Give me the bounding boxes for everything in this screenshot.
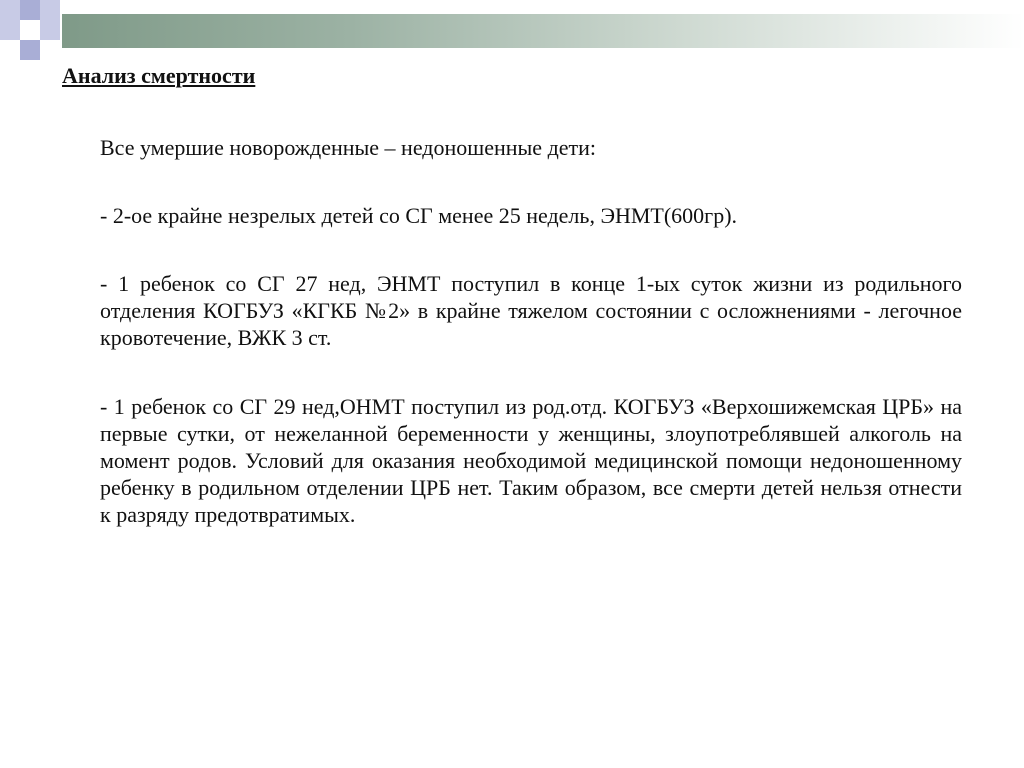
decor-square: [0, 20, 20, 40]
paragraph-item-1: - 2-ое крайне незрелых детей со СГ менее 25 недель, ЭНМТ(600гр).: [100, 203, 738, 228]
decor-square: [40, 20, 60, 40]
paragraph-item-3: - 1 ребенок со СГ 29 нед,ОНМТ поступил из род.отд. КОГБУЗ «Верхошижемская ЦРБ» на первые сутки, от нежеланной беременности у женщины, злоупотреблявшей алкоголь на момент родов. Условий для оказания необходимой медицинской помощи недоношенному ребенку в родильном отделении ЦРБ нет. Таким образом, все смерти детей нельзя отнести к разряду предотвратимых.: [100, 394, 962, 527]
decor-square: [40, 0, 60, 20]
paragraph-intro: Все умершие новорожденные – недоношенные дети:: [100, 135, 597, 160]
decor-square: [0, 0, 20, 20]
decor-square: [20, 40, 40, 60]
slide-title: Анализ смертности: [62, 63, 256, 88]
gradient-band: [62, 14, 1024, 48]
decor-square: [20, 0, 40, 20]
paragraph-item-2: - 1 ребенок со СГ 27 нед, ЭНМТ поступил в конце 1-ых суток жизни из родильного отделения КОГБУЗ «КГКБ №2» в крайне тяжелом состоянии с осложнениями - легочное кровотечение, ВЖК 3 ст.: [100, 271, 962, 350]
header-decoration: [0, 0, 1024, 64]
